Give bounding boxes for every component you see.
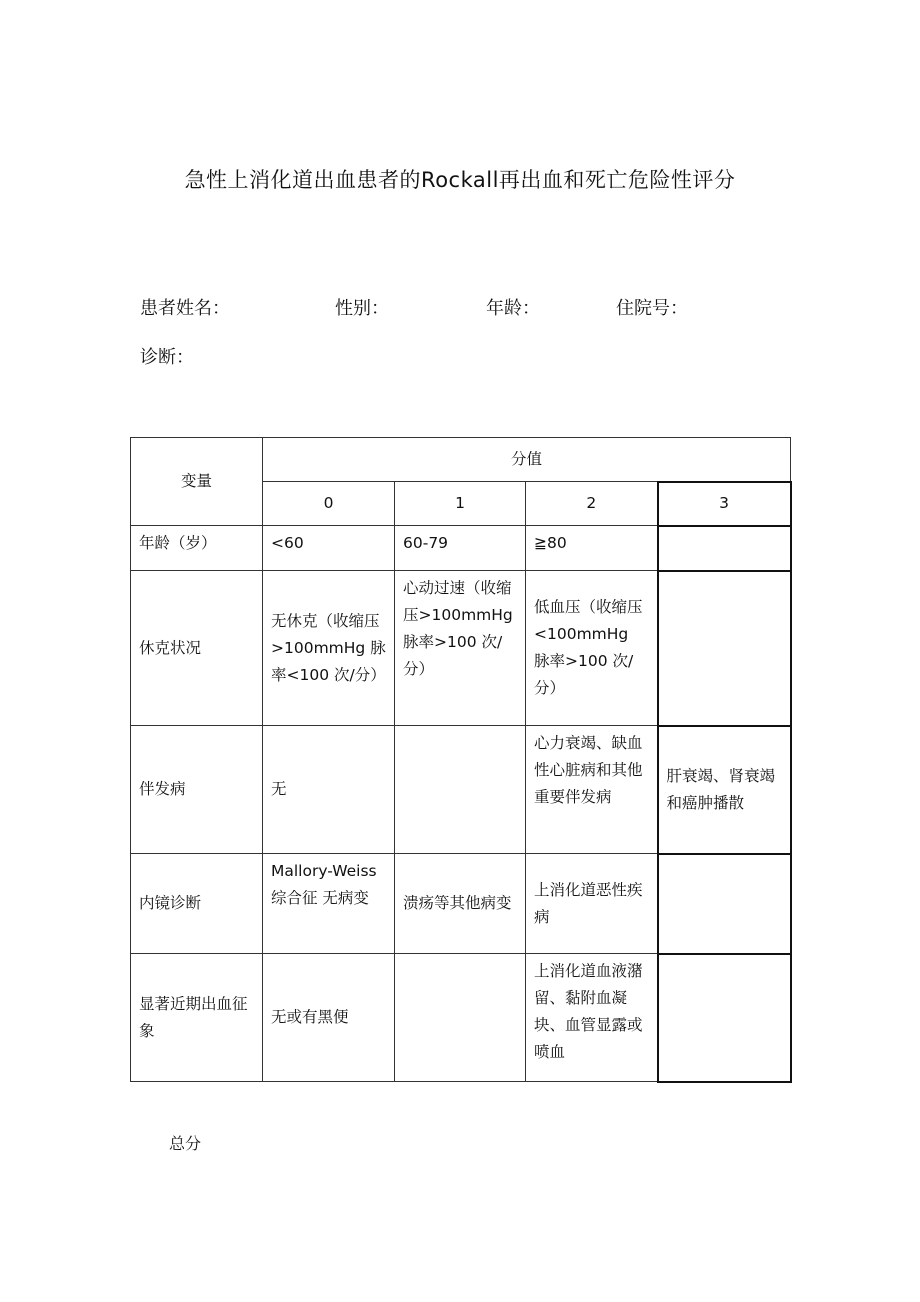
cell-score-1 bbox=[395, 726, 526, 854]
total-score-label: 总分 bbox=[169, 1134, 202, 1153]
row-variable: 休克状况 bbox=[131, 571, 263, 726]
cell-score-3 bbox=[658, 526, 791, 571]
cell-score-2: 上消化道恶性疾病 bbox=[526, 854, 658, 954]
table-row-comorbidity bbox=[131, 726, 791, 854]
cell-score-3: 肝衰竭、肾衰竭和癌肿播散 bbox=[658, 726, 791, 854]
variable-header: 变量 bbox=[131, 438, 263, 526]
cell-score-0: Mallory-Weiss 综合征 无病变 bbox=[263, 854, 395, 954]
cell-score-1: 溃疡等其他病变 bbox=[395, 854, 526, 954]
diagnosis-label: 诊断： bbox=[140, 347, 194, 368]
score-column-1: 1 bbox=[395, 482, 526, 526]
score-column-3: 3 bbox=[658, 482, 791, 526]
table-row-age bbox=[131, 526, 791, 571]
table-row-endoscopy bbox=[131, 854, 791, 954]
patient-sex-label: 性别： bbox=[335, 298, 389, 319]
cell-score-0: 无或有黑便 bbox=[263, 954, 395, 1082]
rockall-score-table bbox=[130, 437, 792, 1083]
table-row-bleeding-signs bbox=[131, 954, 791, 1082]
cell-score-1 bbox=[395, 954, 526, 1082]
row-variable: 显著近期出血征象 bbox=[131, 954, 263, 1082]
cell-score-2: 上消化道血液潴留、黏附血凝块、血管显露或喷血 bbox=[526, 954, 658, 1082]
cell-score-2: 心力衰竭、缺血性心脏病和其他重要伴发病 bbox=[526, 726, 658, 854]
score-column-0: 0 bbox=[263, 482, 395, 526]
patient-age-label: 年龄： bbox=[486, 298, 540, 319]
cell-score-0: 无休克（收缩压>100mmHg 脉率<100 次/分） bbox=[263, 571, 395, 726]
page-title: 急性上消化道出血患者的Rockall再出血和死亡危险性评分 bbox=[184, 168, 736, 192]
patient-name-label: 患者姓名： bbox=[140, 298, 230, 319]
row-variable: 伴发病 bbox=[131, 726, 263, 854]
hospital-number-label: 住院号： bbox=[616, 298, 688, 319]
score-column-2: 2 bbox=[526, 482, 658, 526]
row-variable: 年龄（岁） bbox=[131, 526, 263, 571]
table-row-shock bbox=[131, 571, 791, 726]
cell-score-3 bbox=[658, 854, 791, 954]
cell-score-2: ≧80 bbox=[526, 526, 658, 571]
cell-score-1: 心动过速（收缩压>100mmHg 脉率>100 次/分） bbox=[395, 571, 526, 726]
cell-score-2: 低血压（收缩压<100mmHg 脉率>100 次/分） bbox=[526, 571, 658, 726]
score-header: 分值 bbox=[263, 438, 791, 482]
row-variable: 内镜诊断 bbox=[131, 854, 263, 954]
cell-score-3 bbox=[658, 954, 791, 1082]
cell-score-0: 无 bbox=[263, 726, 395, 854]
cell-score-3 bbox=[658, 571, 791, 726]
cell-score-1: 60-79 bbox=[395, 526, 526, 571]
cell-score-0: <60 bbox=[263, 526, 395, 571]
